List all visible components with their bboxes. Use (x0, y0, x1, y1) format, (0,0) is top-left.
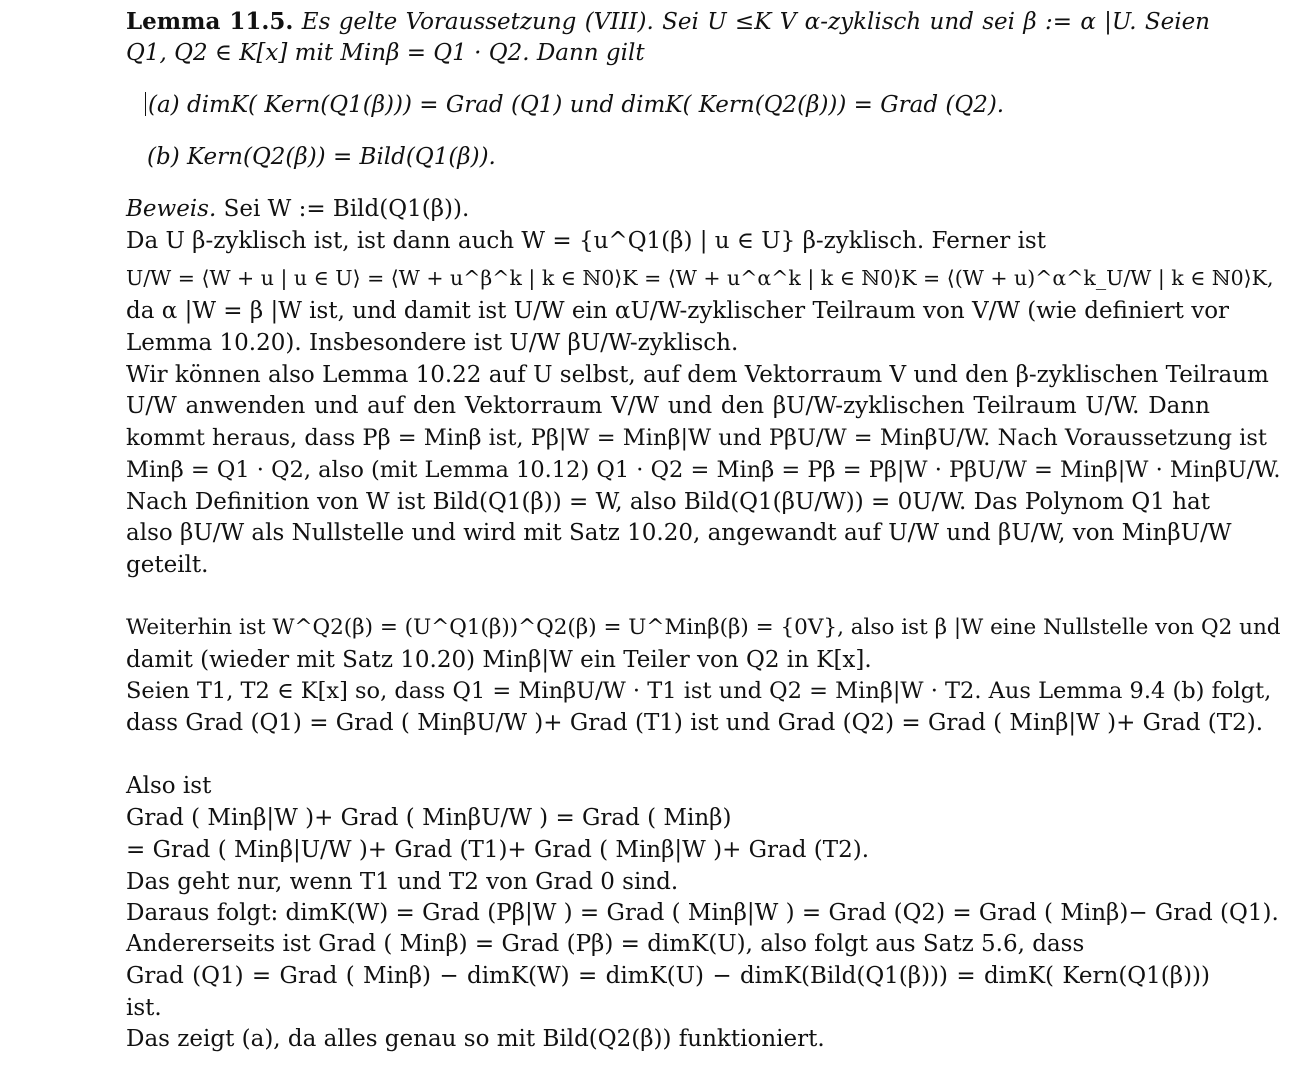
proof-line: U/W = ⟨W + u | u ∈ U⟩ = ⟨W + u^β^k | k ∈ ℕ0⟩K = ⟨W + u^α^k | k ∈ ℕ0⟩K = ⟨(W + u)^α^k_U/W | k ∈ ℕ0⟩K, (126, 266, 1274, 290)
proof-line: Andererseits ist Grad ( Minβ) = Grad (Pβ) = dimK(U), also folgt aus Satz 5.6, dass (126, 931, 1085, 957)
proof-line: ist. (126, 995, 162, 1021)
lemma-part-a: (a) dimK( Kern(Q1(β))) = Grad (Q1) und dimK( Kern(Q2(β))) = Grad (Q2). (145, 90, 1229, 121)
proof-line: Also ist (126, 773, 212, 799)
proof-line: Lemma 10.20). Insbesondere ist U/W βU/W-zyklisch. (126, 330, 739, 356)
proof-line: kommt heraus, dass Pβ = Minβ ist, Pβ|W = Minβ|W und PβU/W = MinβU/W. Nach Voraussetzung ist (126, 425, 1267, 451)
proof-line: U/W anwenden und auf den Vektorraum V/W und den βU/W-zyklischen Teilraum U/W. Dann (126, 393, 1210, 419)
proof-line: also βU/W als Nullstelle und wird mit Satz 10.20, angewandt auf U/W und βU/W, von MinβU/W (126, 520, 1232, 546)
proof-line: Das geht nur, wenn T1 und T2 von Grad 0 sind. (126, 869, 679, 895)
proof-label: Beweis. (126, 196, 217, 222)
proof-line: Seien T1, T2 ∈ K[x] so, dass Q1 = MinβU/W · T1 ist und Q2 = Minβ|W · T2. Aus Lemma 9.4 (b) folgt, (126, 678, 1272, 704)
proof-line: = Grad ( Minβ|U/W )+ Grad (T1)+ Grad ( Minβ|W )+ Grad (T2). (126, 837, 870, 863)
lemma-part-b: (b) Kern(Q2(β)) = Bild(Q1(β)). (147, 144, 496, 170)
lemma-label: Lemma 11.5. (126, 8, 294, 35)
lemma-text: Es gelte Voraussetzung (VIII). Sei U ≤K V α-zyklisch und sei β := α |U. Seien (301, 9, 1210, 35)
lemma-statement-line-1 (126, 6, 1210, 38)
proof-line: dass Grad (Q1) = Grad ( MinβU/W )+ Grad (T1) ist und Grad (Q2) = Grad ( Minβ|W )+ Grad (T2). (126, 710, 1264, 736)
proof-line: Da U β-zyklisch ist, ist dann auch W = {u^Q1(β) | u ∈ U} β-zyklisch. Ferner ist (126, 228, 1046, 254)
proof-heading: Beweis. Sei W := Bild(Q1(β)). (126, 196, 470, 222)
text-cursor (145, 92, 146, 116)
proof-line: geteilt. (126, 552, 209, 578)
proof-line: Wir können also Lemma 10.22 auf U selbst, auf dem Vektorraum V und den β-zyklischen Teilraum (126, 362, 1269, 388)
proof-line: Weiterhin ist W^Q2(β) = (U^Q1(β))^Q2(β) = U^Minβ(β) = {0V}, also ist β |W eine Nullstelle von Q2 und (126, 615, 1281, 640)
proof-line: Minβ = Q1 · Q2, also (mit Lemma 10.12) Q1 · Q2 = Minβ = Pβ = Pβ|W · PβU/W = Minβ|W · MinβU/W. (126, 457, 1281, 483)
proof-line: Das zeigt (a), da alles genau so mit Bild(Q2(β)) funktioniert. (126, 1026, 825, 1052)
proof-line: Nach Definition von W ist Bild(Q1(β)) = W, also Bild(Q1(βU/W)) = 0U/W. Das Polynom Q1 hat (126, 489, 1210, 515)
proof-line: damit (wieder mit Satz 10.20) Minβ|W ein Teiler von Q2 in K[x]. (126, 647, 872, 673)
proof-line: da α |W = β |W ist, und damit ist U/W ein αU/W-zyklischer Teilraum von V/W (wie definiert vor (126, 298, 1230, 324)
proof-line: Grad (Q1) = Grad ( Minβ) − dimK(W) = dimK(U) − dimK(Bild(Q1(β))) = dimK( Kern(Q1(β))) (126, 963, 1210, 989)
proof-line: Grad ( Minβ|W )+ Grad ( MinβU/W ) = Grad ( Minβ) (126, 805, 732, 831)
lemma-statement-line-2: Q1, Q2 ∈ K[x] mit Minβ = Q1 · Q2. Dann gilt (126, 40, 645, 66)
proof-line: Daraus folgt: dimK(W) = Grad (Pβ|W ) = Grad ( Minβ|W ) = Grad (Q2) = Grad ( Minβ)− Grad (Q1). (126, 900, 1279, 926)
